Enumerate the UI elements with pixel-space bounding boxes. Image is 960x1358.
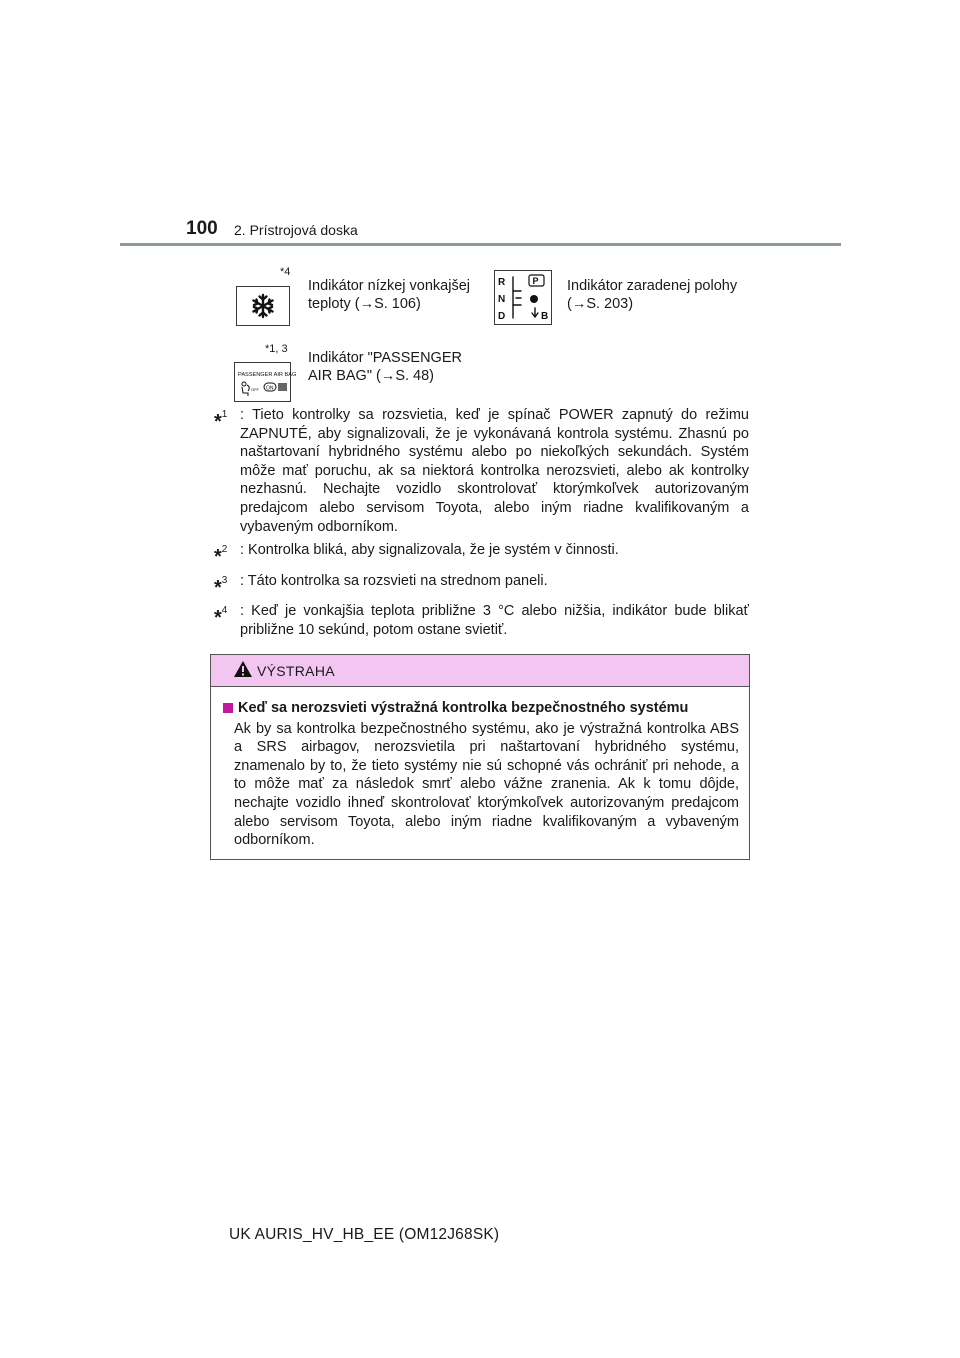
indicator-text-line: teploty (→S. 106) xyxy=(308,296,421,312)
warning-box xyxy=(210,654,750,860)
shift-label-n: N xyxy=(498,294,506,305)
footnote-item xyxy=(214,602,749,639)
chapter-title: 2. Prístrojová doska xyxy=(234,222,358,238)
footnote-item xyxy=(214,406,749,536)
square-bullet-icon xyxy=(223,703,233,713)
warning-item-title: Keď sa nerozsvieti výstražná kontrolka bezpečnostného systému xyxy=(238,700,689,716)
footnote-number: 2 xyxy=(221,544,228,556)
warning-triangle-icon xyxy=(233,660,253,678)
footnotes xyxy=(214,406,749,645)
airbag-label-top: PASSENGER AIR BAG xyxy=(238,372,297,378)
asterisk: * xyxy=(214,546,222,569)
indicator-text-line: Indikátor zaradenej polohy xyxy=(567,278,738,294)
indicator-footnote-mark: *4 xyxy=(280,266,291,278)
airbag-status-block xyxy=(278,383,287,391)
warning-item-text: Ak by sa kontrolka bezpečnostného systému, ako je výstražná kontrolka ABS a SRS airbagov, nerozsvietila pri naštartovaní hybridného systému, znamenalo by to, že tieto systémy nie sú schopné vás ochrániť pri nehode, a to môže mať za následok smrť alebo vážne zranenia. Ak k tomu dôjde, nechajte vozidlo ihneď skontrolovať ktorýmkoľvek autorizovaným predajcom alebo servisom Toyota, alebo iným riadne kvalifikovaným a vybaveným odborníkom. xyxy=(234,720,739,849)
indicator-description xyxy=(308,277,470,313)
footnote-text: : Táto kontrolka sa rozsvieti na strednom paneli. xyxy=(240,572,548,589)
asterisk: * xyxy=(214,576,222,599)
shift-label-r: R xyxy=(498,277,506,288)
snowflake-icon xyxy=(236,286,290,326)
footnote-number: 4 xyxy=(221,605,228,617)
shift-label-d: D xyxy=(498,311,506,322)
footnote-number: 3 xyxy=(221,574,228,586)
indicator-text-line: (→S. 203) xyxy=(567,296,634,312)
footnote-number: 1 xyxy=(221,409,228,420)
indicator-text-line: AIR BAG" (→S. 48) xyxy=(308,368,435,384)
indicator-text-line: Indikátor nízkej vonkajšej xyxy=(308,278,470,294)
airbag-label-off: OFF xyxy=(251,387,259,392)
indicator-description xyxy=(567,277,737,313)
page-number: 100 xyxy=(186,218,218,239)
document-code: UK AURIS_HV_HB_EE (OM12J68SK) xyxy=(229,1226,500,1243)
footnote-item xyxy=(214,572,749,598)
shift-position-icon xyxy=(494,270,552,325)
indicator-text-line: Indikátor "PASSENGER xyxy=(308,350,462,366)
footnote-text: : Keď je vonkajšia teplota približne 3 °C alebo nižšia, indikátor bude blikať približne 10 sekúnd, potom ostane svietiť. xyxy=(240,603,749,638)
asterisk: * xyxy=(214,411,222,433)
warning-item-heading xyxy=(223,699,739,718)
shift-label-p: P xyxy=(532,276,539,286)
header-divider xyxy=(120,243,841,246)
warning-title: VÝSTRAHA xyxy=(257,663,335,679)
footnote-text: : Tieto kontrolky sa rozsvietia, keď je spínač POWER zapnutý do režimu ZAPNUTÉ, aby signalizovali, že je vykonávaná kontrola systému. Zhasnú po naštartovaní hybridného systému alebo po niekoľkých sekundách. Systém môže mať poruchu, ak sa niektorá kontrolka nerozsvieti, alebo ak kontrolky nezhasnú. Nechajte vozidlo skontrolovať ktorýmkoľvek autorizovaným predajcom alebo servisom Toyota, alebo iným riadne kvalifikovaným a vybaveným odborníkom. xyxy=(240,407,749,535)
warning-body xyxy=(211,687,749,850)
passenger-airbag-icon xyxy=(234,362,297,402)
indicator-footnote-mark: *1, 3 xyxy=(265,343,288,355)
shift-label-b: B xyxy=(541,311,549,322)
indicator-description xyxy=(308,349,462,385)
footnote-text: : Kontrolka bliká, aby signalizovala, že je systém v činnosti. xyxy=(240,542,619,559)
asterisk: * xyxy=(214,607,222,630)
airbag-label-on: ON xyxy=(266,385,274,392)
warning-header xyxy=(211,655,749,687)
shift-indicator-dot xyxy=(530,295,538,303)
footnote-item xyxy=(214,541,749,567)
